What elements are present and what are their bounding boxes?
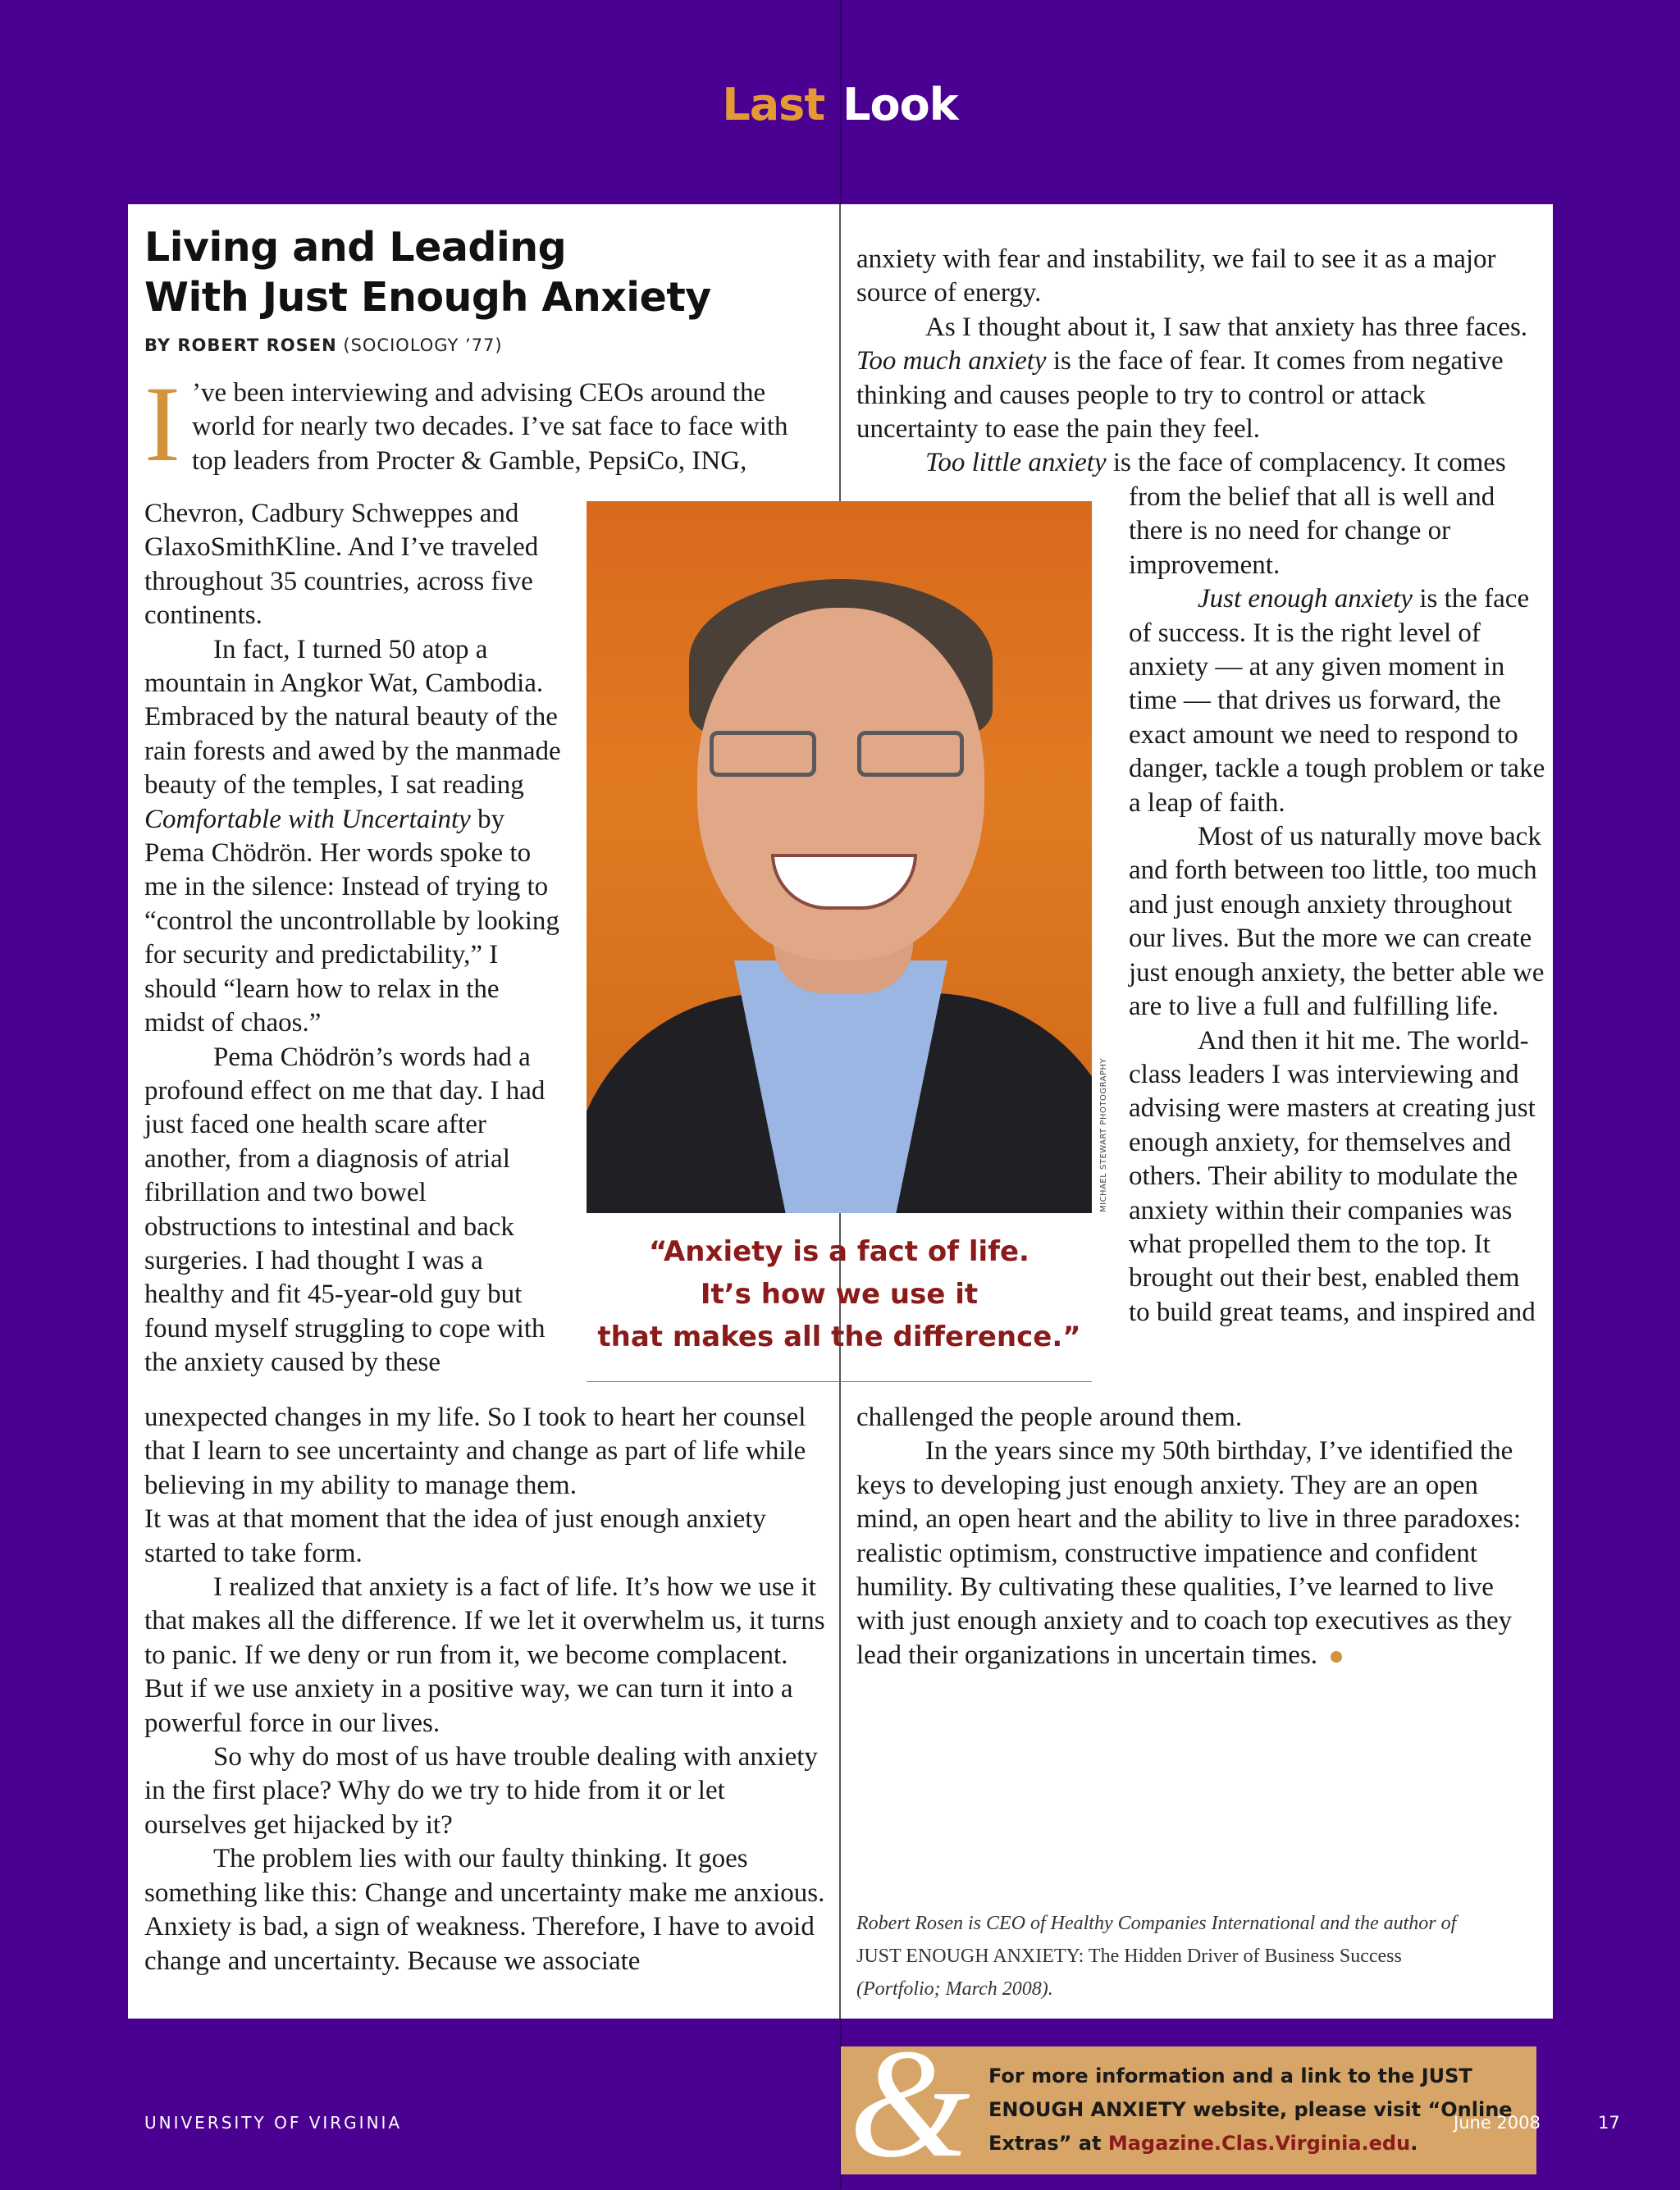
end-mark-icon bbox=[1331, 1651, 1342, 1663]
right-paragraph-3-rest: from the belief that all is well and there is no need for change or improvement. bbox=[1129, 482, 1495, 580]
page-number: 17 bbox=[1598, 2113, 1620, 2133]
right-paragraph-7: In the years since my 50th birthday, I’ve identified the keys to developing just enough anxiety. They are an open mind, an open heart and the ability to live in three paradoxes: realistic optimism, constructive impatience and confident humility. By cultivating these qualities, I’ve learned to live with just enough anxiety and to coach top executives as they lead their organizations in uncertain times. bbox=[856, 1436, 1522, 1670]
left-column-narrow bbox=[144, 497, 563, 1380]
right-paragraph-3: Too little anxiety is the face of complacency. It comes bbox=[925, 448, 1506, 478]
right-paragraph-1: anxiety with fear and instability, we fail to see it as a major source of energy. bbox=[856, 244, 1496, 308]
footer-date: June 2008 bbox=[1454, 2113, 1541, 2133]
left-column-opening bbox=[144, 363, 825, 484]
author-photo bbox=[587, 501, 1092, 1213]
header-look: Look bbox=[842, 79, 958, 130]
online-extras-box bbox=[841, 2018, 1536, 2190]
paragraph-3-continued: unexpected changes in my life. So I took to heart her counsel that I learn to see uncertainty and change as part of life while believing in my ability to manage them. bbox=[144, 1403, 806, 1500]
photo-glasses bbox=[710, 731, 972, 780]
footer-publication: UNIVERSITY OF VIRGINIA bbox=[144, 2113, 403, 2133]
paragraph-1-rest: Chevron, Cadbury Schweppes and GlaxoSmithKline. And I’ve traveled throughout 35 countries, across five continents. bbox=[144, 499, 539, 631]
right-paragraph-6: And then it hit me. The world-class leaders I was interviewing and advising were masters at creating just enough anxiety, for themselves and others. Their ability to modulate the anxiety within their companies was what propelled them to the top. It brought out their best, enabled them to build great teams, and inspired and bbox=[1129, 1025, 1536, 1327]
right-paragraph-5: Most of us naturally move back and forth between too little, too much and just enough anxiety throughout our lives. But the more we can create just enough anxiety, the better able we are to live a full and fulfilling life. bbox=[1129, 822, 1545, 1022]
section-header bbox=[0, 79, 1680, 130]
paragraph-3: Pema Chödrön’s words had a profound effect on me that day. I had just faced one health scare after another, from a diagnosis of atrial fibrillation and two bowel obstructions to intestinal and back surgeries. I had thought I was a healthy and fit 45-year-old guy but found myself struggling to cope with the anxiety caused by these bbox=[144, 1042, 546, 1378]
pull-quote bbox=[587, 1230, 1092, 1358]
bio-line: Robert Rosen is CEO of Healthy Companies International and the author of bbox=[856, 1913, 1457, 1934]
paragraph-6: The problem lies with our faulty thinking. It goes something like this: Change and uncertainty make me anxious. Anxiety is bad, a sign of weakness. Therefore, I have to avoid change and uncertainty. Because we associate bbox=[144, 1844, 825, 1976]
paragraph-2: In fact, I turned 50 atop a mountain in Angkor Wat, Cambodia. Embraced by the natural beauty of the rain forests and awed by the manmade beauty of the temples, I sat reading Comfortable with Uncertainty by Pema Chödrön. Her words spoke to me in the silence: Instead of trying to “control the uncontrollable by looking for security and predictability,” I should “learn how to relax in the midst of chaos.” bbox=[144, 634, 561, 1038]
right-paragraph-2: As I thought about it, I saw that anxiety has three faces. Too much anxiety is the face of fear. It comes from negative thinking and causes people to try to control or attack uncertainty to ease the pain they feel. bbox=[856, 312, 1528, 445]
magazine-link[interactable]: Magazine.Clas.Virginia.edu bbox=[1107, 2132, 1411, 2155]
paragraph-4: I realized that anxiety is a fact of life. It’s how we use it that makes all the difference. If we let it overwhelm us, it turns to panic. If we deny or run from it, we become complacent. But if we use anxiety in a positive way, we can turn it into a powerful force in our lives. bbox=[144, 1572, 825, 1738]
header-last: Last bbox=[722, 79, 825, 130]
bio-book: JUST ENOUGH ANXIETY: The Hidden Driver of Business Success bbox=[856, 1946, 1402, 1967]
right-column-narrow bbox=[1129, 481, 1547, 1330]
byline-affiliation: (SOCIOLOGY ’77) bbox=[343, 335, 503, 355]
book-title: Comfortable with Uncertainty bbox=[144, 804, 471, 834]
right-column-bottom bbox=[856, 1401, 1537, 1672]
right-paragraph-6-continued: challenged the people around them. bbox=[856, 1403, 1243, 1432]
right-column-top bbox=[856, 243, 1537, 481]
left-column-bottom bbox=[144, 1401, 825, 1978]
byline-name: BY ROBERT ROSEN bbox=[144, 335, 337, 355]
drop-cap: I bbox=[144, 363, 180, 484]
article-title bbox=[144, 222, 817, 322]
right-paragraph-4: Just enough anxiety is the face of success. It is the right level of anxiety — at any given moment in time — that drives us forward, the exact amount we need to respond to danger, tackle a tough problem or take a leap of faith. bbox=[1129, 584, 1545, 818]
pull-quote-line-3: that makes all the difference.” bbox=[597, 1321, 1081, 1353]
bio-publisher: (Portfolio; March 2008). bbox=[856, 1978, 1053, 2000]
author-bio bbox=[856, 1907, 1537, 2005]
pull-quote-line-1: “Anxiety is a fact of life. bbox=[649, 1235, 1029, 1268]
title-line-1: Living and Leading bbox=[144, 224, 567, 271]
paragraph-1-top: ’ve been interviewing and advising CEOs around the world for nearly two decades. I’ve sat face to face with top leaders from Procter & Gamble, PepsiCo, ING, bbox=[191, 378, 788, 476]
online-extras-text: For more information and a link to the JUST ENOUGH ANXIETY website, please visit “Online Extras” at Magazine.Clas.Virginia.edu. bbox=[988, 2065, 1513, 2155]
photo-credit: MICHAEL STEWART PHOTOGRAPHY bbox=[1099, 1057, 1108, 1212]
pull-quote-line-2: It’s how we use it bbox=[700, 1278, 979, 1311]
paragraph-3-last: It was at that moment that the idea of just enough anxiety started to take form. bbox=[144, 1504, 766, 1568]
paragraph-5: So why do most of us have trouble dealing with anxiety in the first place? Why do we try to hide from it or let ourselves get hijacked by it? bbox=[144, 1742, 818, 1840]
byline bbox=[144, 335, 503, 355]
pull-quote-rule bbox=[587, 1381, 1092, 1382]
ampersand-icon: & bbox=[849, 2018, 970, 2190]
title-line-2: With Just Enough Anxiety bbox=[144, 274, 711, 321]
